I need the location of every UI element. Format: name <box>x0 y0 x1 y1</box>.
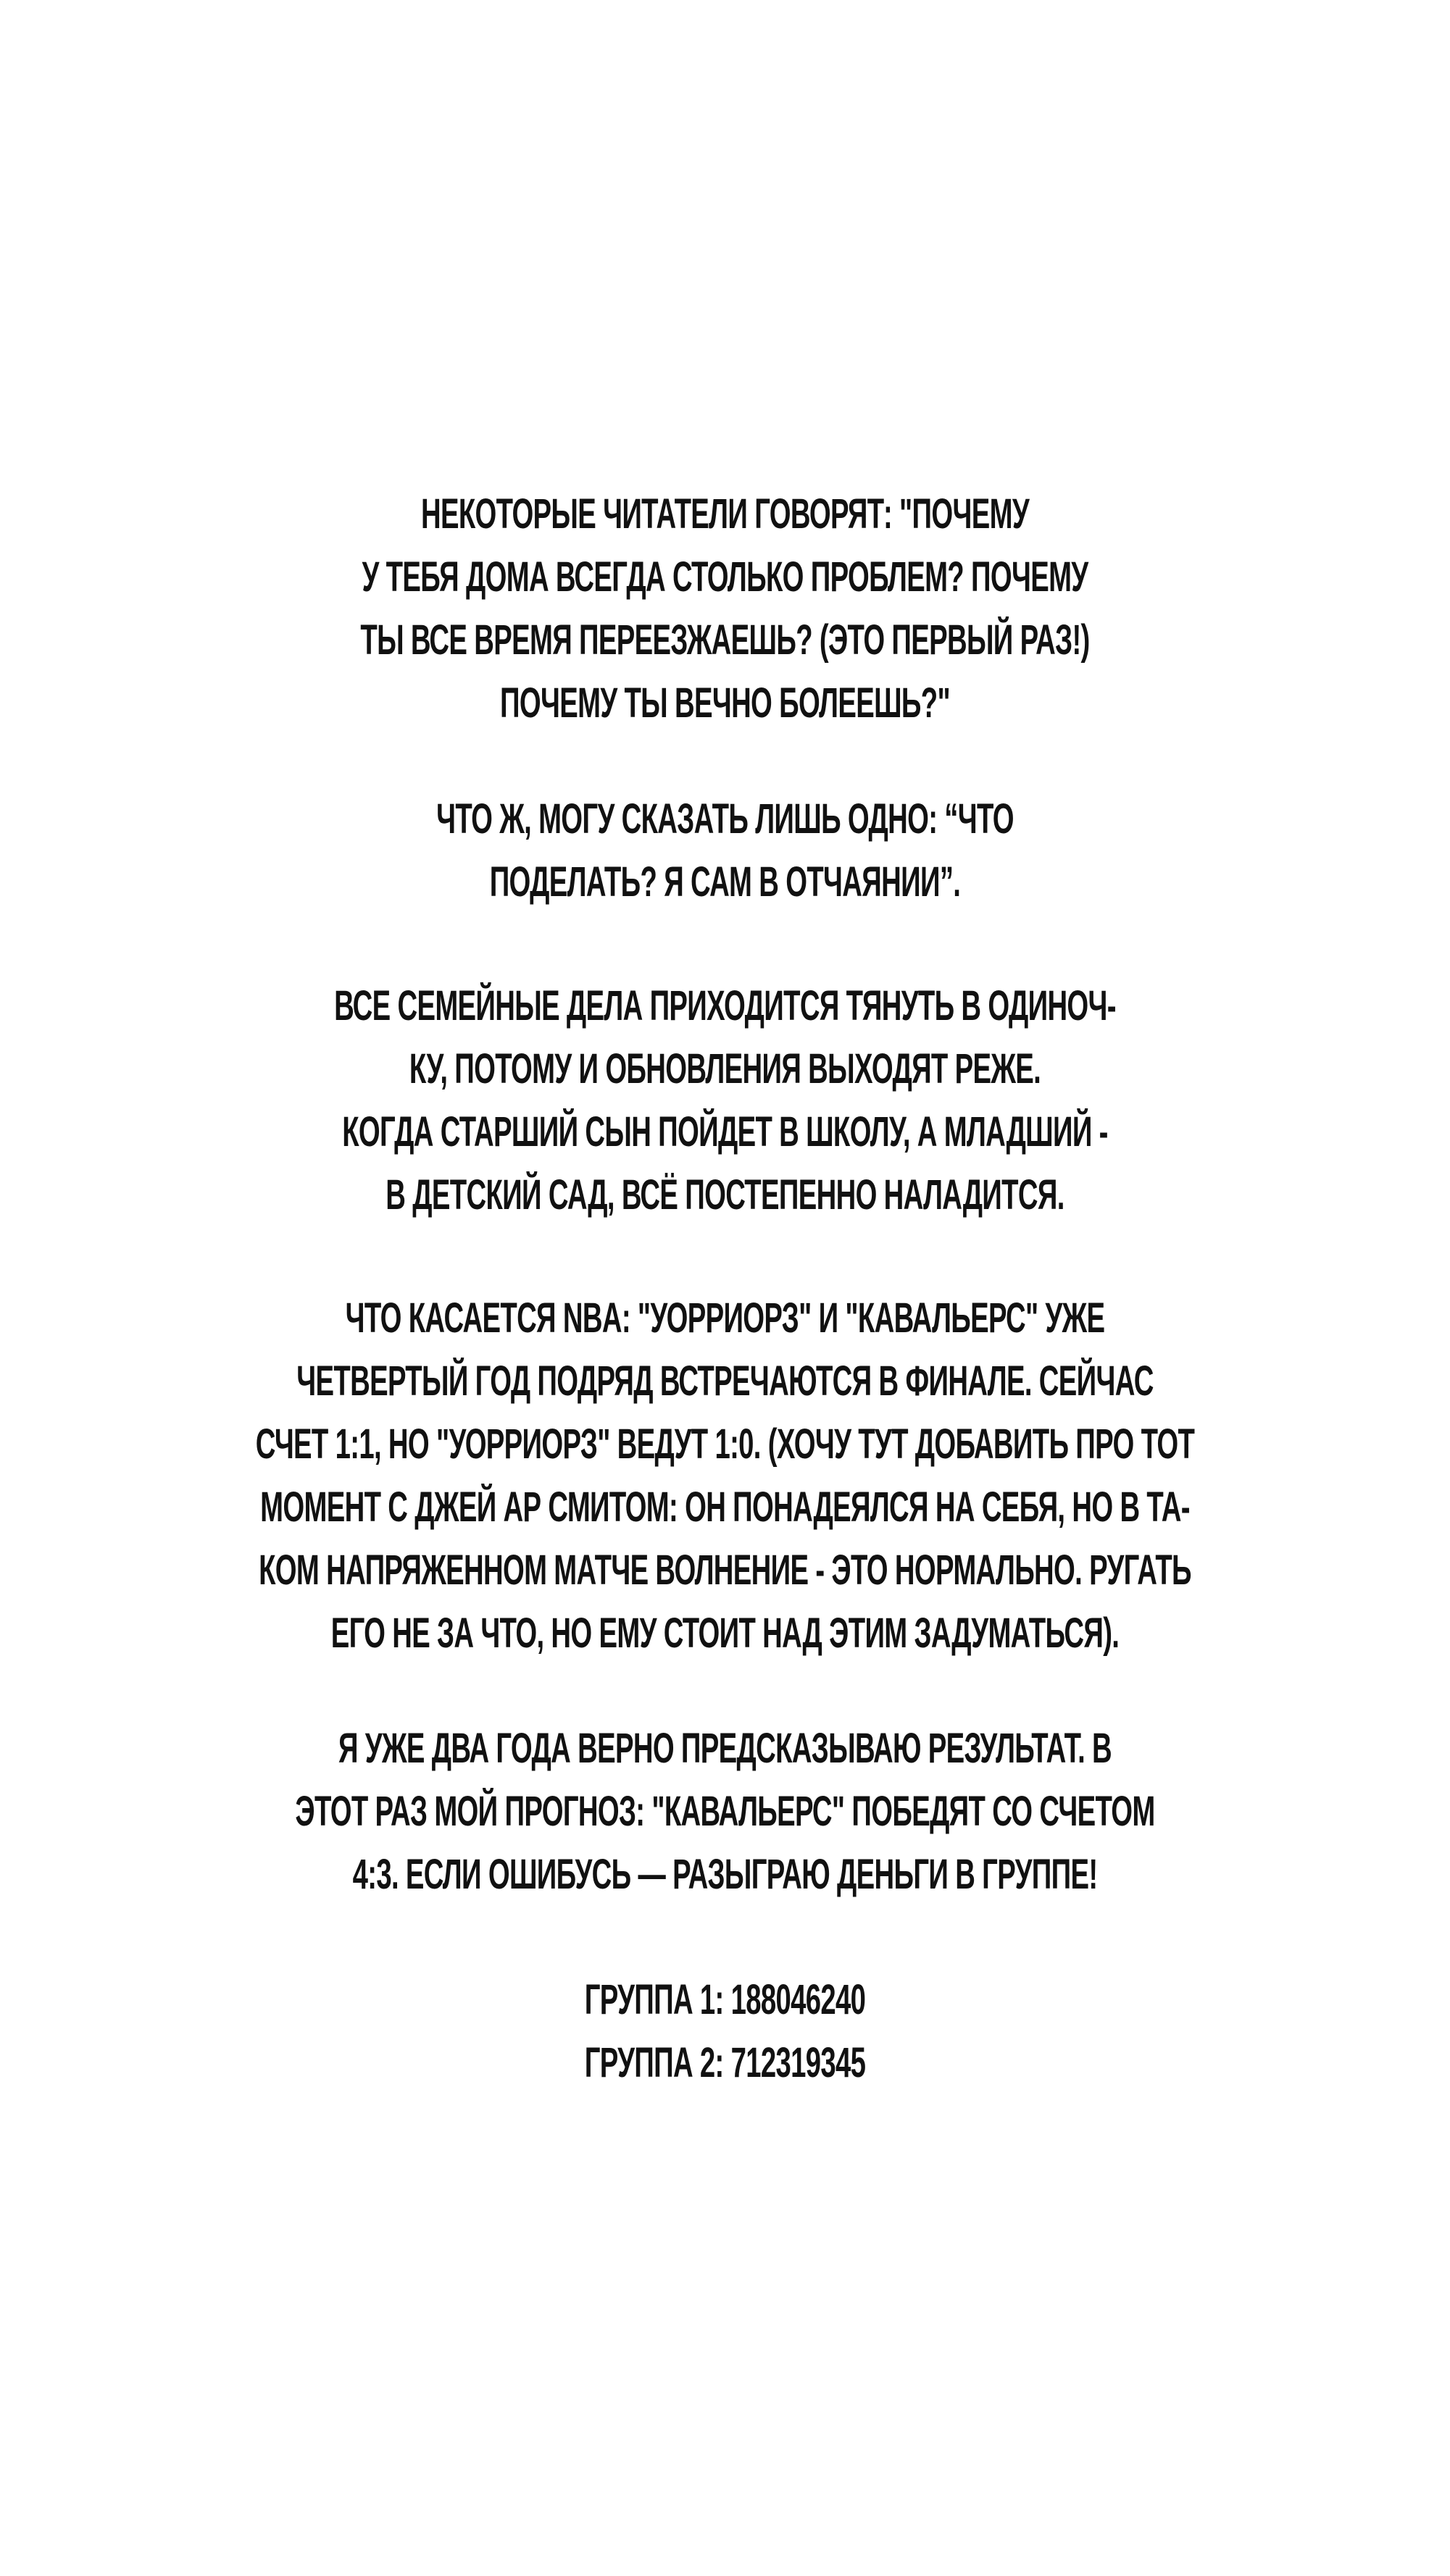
text-line: КОМ НАПРЯЖЕННОМ МАТЧЕ ВОЛНЕНИЕ - ЭТО НОРМАЛЬНО. РУГАТЬ <box>259 1547 1191 1594</box>
text-line: ПОДЕЛАТЬ? Я САМ В ОТЧАЯНИИ”. <box>489 858 961 906</box>
paragraph-family-update <box>0 974 1450 1226</box>
text-line: ВСЕ СЕМЕЙНЫЕ ДЕЛА ПРИХОДИТСЯ ТЯНУТЬ В ОДИНОЧ- <box>334 982 1116 1029</box>
group-1-id: ГРУППА 1: 188046240 <box>584 1976 866 2023</box>
paragraph-prediction <box>0 1717 1450 1906</box>
text-line: КУ, ПОТОМУ И ОБНОВЛЕНИЯ ВЫХОДЯТ РЕЖЕ. <box>409 1045 1041 1092</box>
paragraph-nba-finals <box>0 1287 1450 1665</box>
paragraph-author-answer <box>0 787 1450 913</box>
text-line: В ДЕТСКИЙ САД, ВСЁ ПОСТЕПЕННО НАЛАДИТСЯ. <box>386 1171 1064 1218</box>
text-line: МОМЕНТ С ДЖЕЙ АР СМИТОМ: ОН ПОНАДЕЯЛСЯ НА СЕБЯ, НО В ТА- <box>260 1484 1190 1531</box>
text-line: КОГДА СТАРШИЙ СЫН ПОЙДЕТ В ШКОЛУ, А МЛАДШИЙ - <box>342 1108 1108 1155</box>
text-line: НЕКОТОРЫЕ ЧИТАТЕЛИ ГОВОРЯТ: "ПОЧЕМУ <box>420 490 1030 538</box>
text-line: ЧТО Ж, МОГУ СКАЗАТЬ ЛИШЬ ОДНО: “ЧТО <box>436 795 1014 842</box>
text-line: ЧЕТВЕРТЫЙ ГОД ПОДРЯД ВСТРЕЧАЮТСЯ В ФИНАЛЕ. СЕЙЧАС <box>296 1358 1154 1405</box>
group-2-id: ГРУППА 2: 712319345 <box>584 2039 866 2086</box>
text-line: У ТЕБЯ ДОМА ВСЕГДА СТОЛЬКО ПРОБЛЕМ? ПОЧЕМУ <box>362 553 1088 601</box>
text-line: СЧЕТ 1:1, НО "УОРРИОРЗ" ВЕДУТ 1:0. (ХОЧУ ТУТ ДОБАВИТЬ ПРО ТОТ <box>255 1421 1195 1468</box>
text-line: ПОЧЕМУ ТЫ ВЕЧНО БОЛЕЕШЬ?" <box>500 679 950 727</box>
text-line: 4:3. ЕСЛИ ОШИБУСЬ — РАЗЫГРАЮ ДЕНЬГИ В ГРУППЕ! <box>352 1851 1098 1898</box>
paragraph-group-ids <box>0 1968 1450 2094</box>
text-line: ЧТО КАСАЕТСЯ NBA: "УОРРИОРЗ" И "КАВАЛЬЕРС" УЖЕ <box>345 1295 1105 1342</box>
text-line: ЕГО НЕ ЗА ЧТО, НО ЕМУ СТОИТ НАД ЭТИМ ЗАДУМАТЬСЯ). <box>330 1610 1120 1657</box>
text-line: Я УЖЕ ДВА ГОДА ВЕРНО ПРЕДСКАЗЫВАЮ РЕЗУЛЬТАТ. В <box>338 1725 1112 1772</box>
text-line: ТЫ ВСЕ ВРЕМЯ ПЕРЕЕЗЖАЕШЬ? (ЭТО ПЕРВЫЙ РАЗ!) <box>360 616 1090 664</box>
text-line: ЭТОТ РАЗ МОЙ ПРОГНОЗ: "КАВАЛЬЕРС" ПОБЕДЯТ СО СЧЕТОМ <box>295 1788 1155 1835</box>
paragraph-reader-questions <box>0 482 1450 735</box>
